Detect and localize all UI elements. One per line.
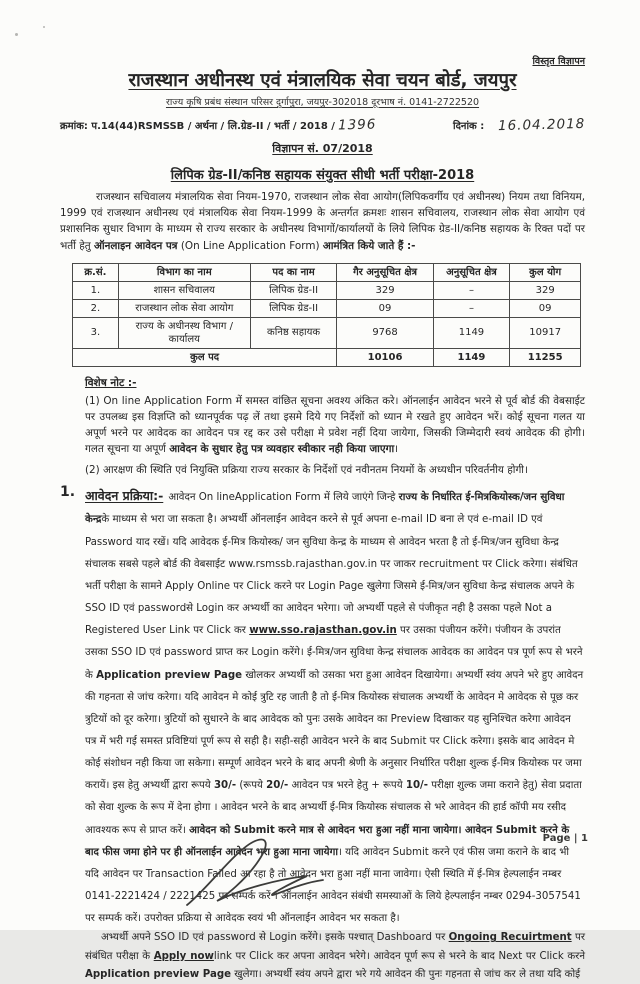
table-cell: शासन सचिवालय: [118, 281, 250, 299]
table-row: [73, 281, 581, 299]
table-cell: कनिष्ठ सहायक: [250, 317, 336, 348]
table-cell: 329: [510, 281, 581, 299]
table-cell: 2.: [73, 299, 119, 317]
special-note-heading: विशेष नोट :-: [85, 376, 137, 389]
table-cell: राजस्थान लोक सेवा आयोग: [118, 299, 250, 317]
corner-label: विस्तृत विज्ञापन: [532, 56, 585, 67]
reference-row: [60, 117, 585, 133]
page-number: Page | 1: [542, 833, 588, 844]
date-block: [453, 117, 585, 133]
table-header-cell: विभाग का नाम: [118, 263, 250, 281]
table-cell: 09: [337, 299, 434, 317]
table-cell: 329: [337, 281, 434, 299]
table-cell: –: [433, 299, 509, 317]
date-label: दिनांक :: [453, 121, 485, 133]
vacancy-table: [72, 263, 581, 367]
table-header-cell: अनुसूचित क्षेत्र: [433, 263, 509, 281]
table-header-cell: कुल योग: [510, 263, 581, 281]
board-address: राज्य कृषि प्रबंध संस्थान परिसर दुर्गापुरा, जयपुर-302018 दूरभाष नं. 0141-2722520: [165, 97, 480, 109]
table-header-cell: पद का नाम: [250, 263, 336, 281]
table-total-cell: 10106: [337, 348, 434, 366]
table-cell: 09: [510, 299, 581, 317]
section-paragraph-1: आवेदन On lineApplication Form में लिये जाएंगे जिन्हे राज्य के निर्धारित ई-मित्रकियोस्क/जन सुविधा केन्द्रके माध्यम से भरा जा सकता है। अभ्यर्थी ऑनलाईन आवेदन करने से पूर्व अपना e-mail ID बना ले एवं e-mail ID एवं Password याद रखें। यदि आवेदक ई-मित्र कियोस्क/ जन सुविधा केन्द्र के माध्यम से आवेदन भरता है तो ई-मित्र/जन सुविधा केन्द्र संचालक सबसे पहले बोर्ड की वेबसाईट www.rsmssb.rajasthan.gov.in पर जाकर recruitment पर Click करेगा। संबंधित भर्ती परीक्षा के सामने Apply Online पर Click करने पर Login Page खुलेगा जिसमे ई-मित्र/जन सुविधा केन्द्र संचालक अपने के SSO ID एवं passwordसे Login कर अभ्यर्थी का आवेदन भरेगा। जो अभ्यर्थी पहले से पंजीकृत नही है उसका पहले Not a Registered User Link पर Click कर www.sso.rajasthan.gov.in पर उसका पंजीयन करेंगे। पंजीयन के उपरांत उसका SSO ID एवं password प्राप्त कर Login करेंगे। ई-मित्र/जन सुविधा केन्द्र संचालक आवेदक का आवेदन पत्र पूर्ण रूप से भरने के Application preview Page खोलकर अभ्यर्थी को उसका भरा हुआ आवेदन दिखायेगा। अभ्यर्थी स्वंय अपने भरे हुए आवेदन की गहनता से जांच करेगा। यदि आवेदन मे कोई त्रुटि रह जाती है तो ई-मित्र कियोस्क संचालक अभ्यर्थी के आवेदन मे आवेदक से पूछ कर त्रुटियों को दूर करेगा। त्रुटियों को सुधारने के बाद आवेदक को पुनः उसके आवेदन का Preview दिखाकर यह सुनिश्चित करेगा आवेदन पत्र में भरी गई समस्त प्रविष्टियां पूर्ण रूप से सही है। सही-सही आवेदन भरने के बाद Submit पर Click करेगा। इसके बाद आवेदन मे कोई संशोधन नही किया जा सकेगा। सम्पूर्ण आवेदन भरने के बाद अपनी श्रेणी के अनुसार निर्धारित परीक्षा शुल्क ई-मित्र कियोस्क पर जमा करायें। इस हेतु अभ्यर्थी द्वारा रूपये 30/- (रूपये 20/- आवेदन पत्र भरने हेतु + रूपये 10/- परीक्षा शुल्क जमा कराने हेतु) सेवा प्रदाता को सेवा शुल्क के रूप में देना होगा । आवेदन भरने के बाद अभ्यर्थी ई-मित्र कियोस्क संचालक से भरे आवेदन की हार्ड कॉपी मय रसीद आवश्यक रूप से प्राप्त करें। आवेदन को Submit करने मात्र से आवेदन भरा हुआ नहीं माना जायेगा। आवेदन Submit करने के बाद फीस जमा होने पर ही ऑनलाईन आवेदन भरा हुआ माना जायेगा। यदि आवेदन Submit करने एवं फीस जमा कराने के बाद भी यदि आवेदन पर Transaction Failed आ रहा है तो आवेदन भरा हुआ नहीं माना जावेगा। ऐसी स्थिति में ई-मित्र हेल्पलाईन नम्बर 0141-2221424 / 2221425 पर सम्पर्क करें । ऑनलाईन आवेदन संबंधी समस्याओं के लिये हेल्पलाईन नम्बर 0294-3057541 पर सम्पर्क करें। उपरोक्त प्रक्रिया से आवेदक स्वयं भी ऑनलाईन आवेदन भर सकता है।: [85, 492, 584, 925]
table-row: [73, 299, 581, 317]
intro-paragraph: राजस्थान सचिवालय मंत्रालयिक सेवा नियम-1970, राजस्थान लोक सेवा आयोग(लिपिकवर्गीय एवं अधीनस्थ) नियम तथा विनियम, 1999 एवं राजस्थान अधीनस्थ एवं मंत्रालयिक सेवा नियम-1999 के अन्तर्गत क्रमशः शासन सचिवालय, राजस्थान लोक सेवा आयोग एवं प्रशासनिक सुधार विभाग के माध्यम से राज्य सरकार के अधीनस्थ विभागों/कार्यालयों के लिये लिपिक ग्रेड-II/कनिष्ठ सहायक के रिक्त पदों पर भर्ती हेतु ऑनलाइन आवेदन पत्र (On Line Application Form) आमंत्रित किये जाते हैं :-: [60, 191, 585, 252]
notice-number: विज्ञापन सं. 07/2018: [272, 142, 373, 156]
table-total-cell: 11255: [510, 348, 581, 366]
table-header-cell: क्र.सं.: [73, 263, 119, 281]
reference-number: [60, 117, 377, 133]
table-cell: लिपिक ग्रेड-II: [250, 281, 336, 299]
exam-title: लिपिक ग्रेड-II/कनिष्ठ सहायक संयुक्त सीधी भर्ती परीक्षा-2018: [170, 168, 475, 184]
special-note-item-2: (2) आरक्षण की स्थिति एवं नियुक्ति प्रक्रिया राज्य सरकार के निर्देशों एवं नवीनतम नियमों के अध्यधीन परिवर्तनीय होगी।: [85, 464, 528, 477]
reference-number-handwritten: 1396: [338, 116, 378, 134]
table-cell: राज्य के अधीनस्थ विभाग / कार्यालय: [118, 317, 250, 348]
table-total-label: कुल पद: [73, 348, 337, 366]
table-cell: –: [433, 281, 509, 299]
table-row: [73, 317, 581, 348]
section-heading: आवेदन प्रक्रिया:-: [85, 488, 164, 504]
reference-label: क्रमांक: प.14(44)RSMSSB / अर्थना / लि.ग्रेड-II / भर्ती / 2018 /: [60, 121, 335, 133]
table-cell: 3.: [73, 317, 119, 348]
signature-mark: [175, 833, 345, 922]
table-total-cell: 1149: [433, 348, 509, 366]
section-number: 1.: [60, 484, 76, 501]
table-header-row: [73, 263, 581, 281]
table-cell: 10917: [510, 317, 581, 348]
scan-speck: [15, 33, 18, 36]
section-paragraph-2: अभ्यर्थी अपने SSO ID एवं password से Login करेंगे। इसके पश्चात् Dashboard पर Ongoing Recuirtment पर संबंधित परीक्षा के Apply nowlink पर Click कर अपना आवेदन भरेगे। आवेदन पूर्ण रूप से भरने के बाद Next पर Click करने Application preview Page खुलेगा। अभ्यर्थी स्वंय अपने द्वारा भरे गये आवेदन की पुनः गहनता से जांच कर ले तथा यदि कोई: [85, 932, 586, 980]
special-note-item-1: (1) On line Application Form में समस्त वांछित सूचना अवश्य अंकित करे। ऑनलाईन आवेदन भरने से पूर्व बोर्ड की वेबसाईट पर उपलब्ध इस विज्ञप्ति को ध्यानपूर्वक पढ़ लें तथा इसमे दिये गए निर्देशों को ध्यान मे रखते हुए आवेदन भरें। कोई सूचना गलत या अपूर्ण भरने पर आवेदक का आवेदन पत्र रद्द कर उसे परीक्षा मे प्रवेश नहीं दिया जायेगा, जिसकी जिम्मेदारी स्वयं आवेदक की होगी। गलत सूचना या अपूर्ण आवेदन के सुधार हेतु पत्र व्यवहार स्वीकार नही किया जाएगा।: [85, 394, 585, 455]
board-title: राजस्थान अधीनस्थ एवं मंत्रालयिक सेवा चयन बोर्ड, जयपुर: [128, 70, 517, 91]
table-cell: लिपिक ग्रेड-II: [250, 299, 336, 317]
table-cell: 1.: [73, 281, 119, 299]
date-value-handwritten: 16.04.2018: [497, 115, 586, 135]
scan-speck: [43, 26, 45, 28]
table-header-cell: गैर अनुसूचित क्षेत्र: [337, 263, 434, 281]
table-total-row: [73, 348, 581, 366]
table-cell: 1149: [433, 317, 509, 348]
table-cell: 9768: [337, 317, 434, 348]
